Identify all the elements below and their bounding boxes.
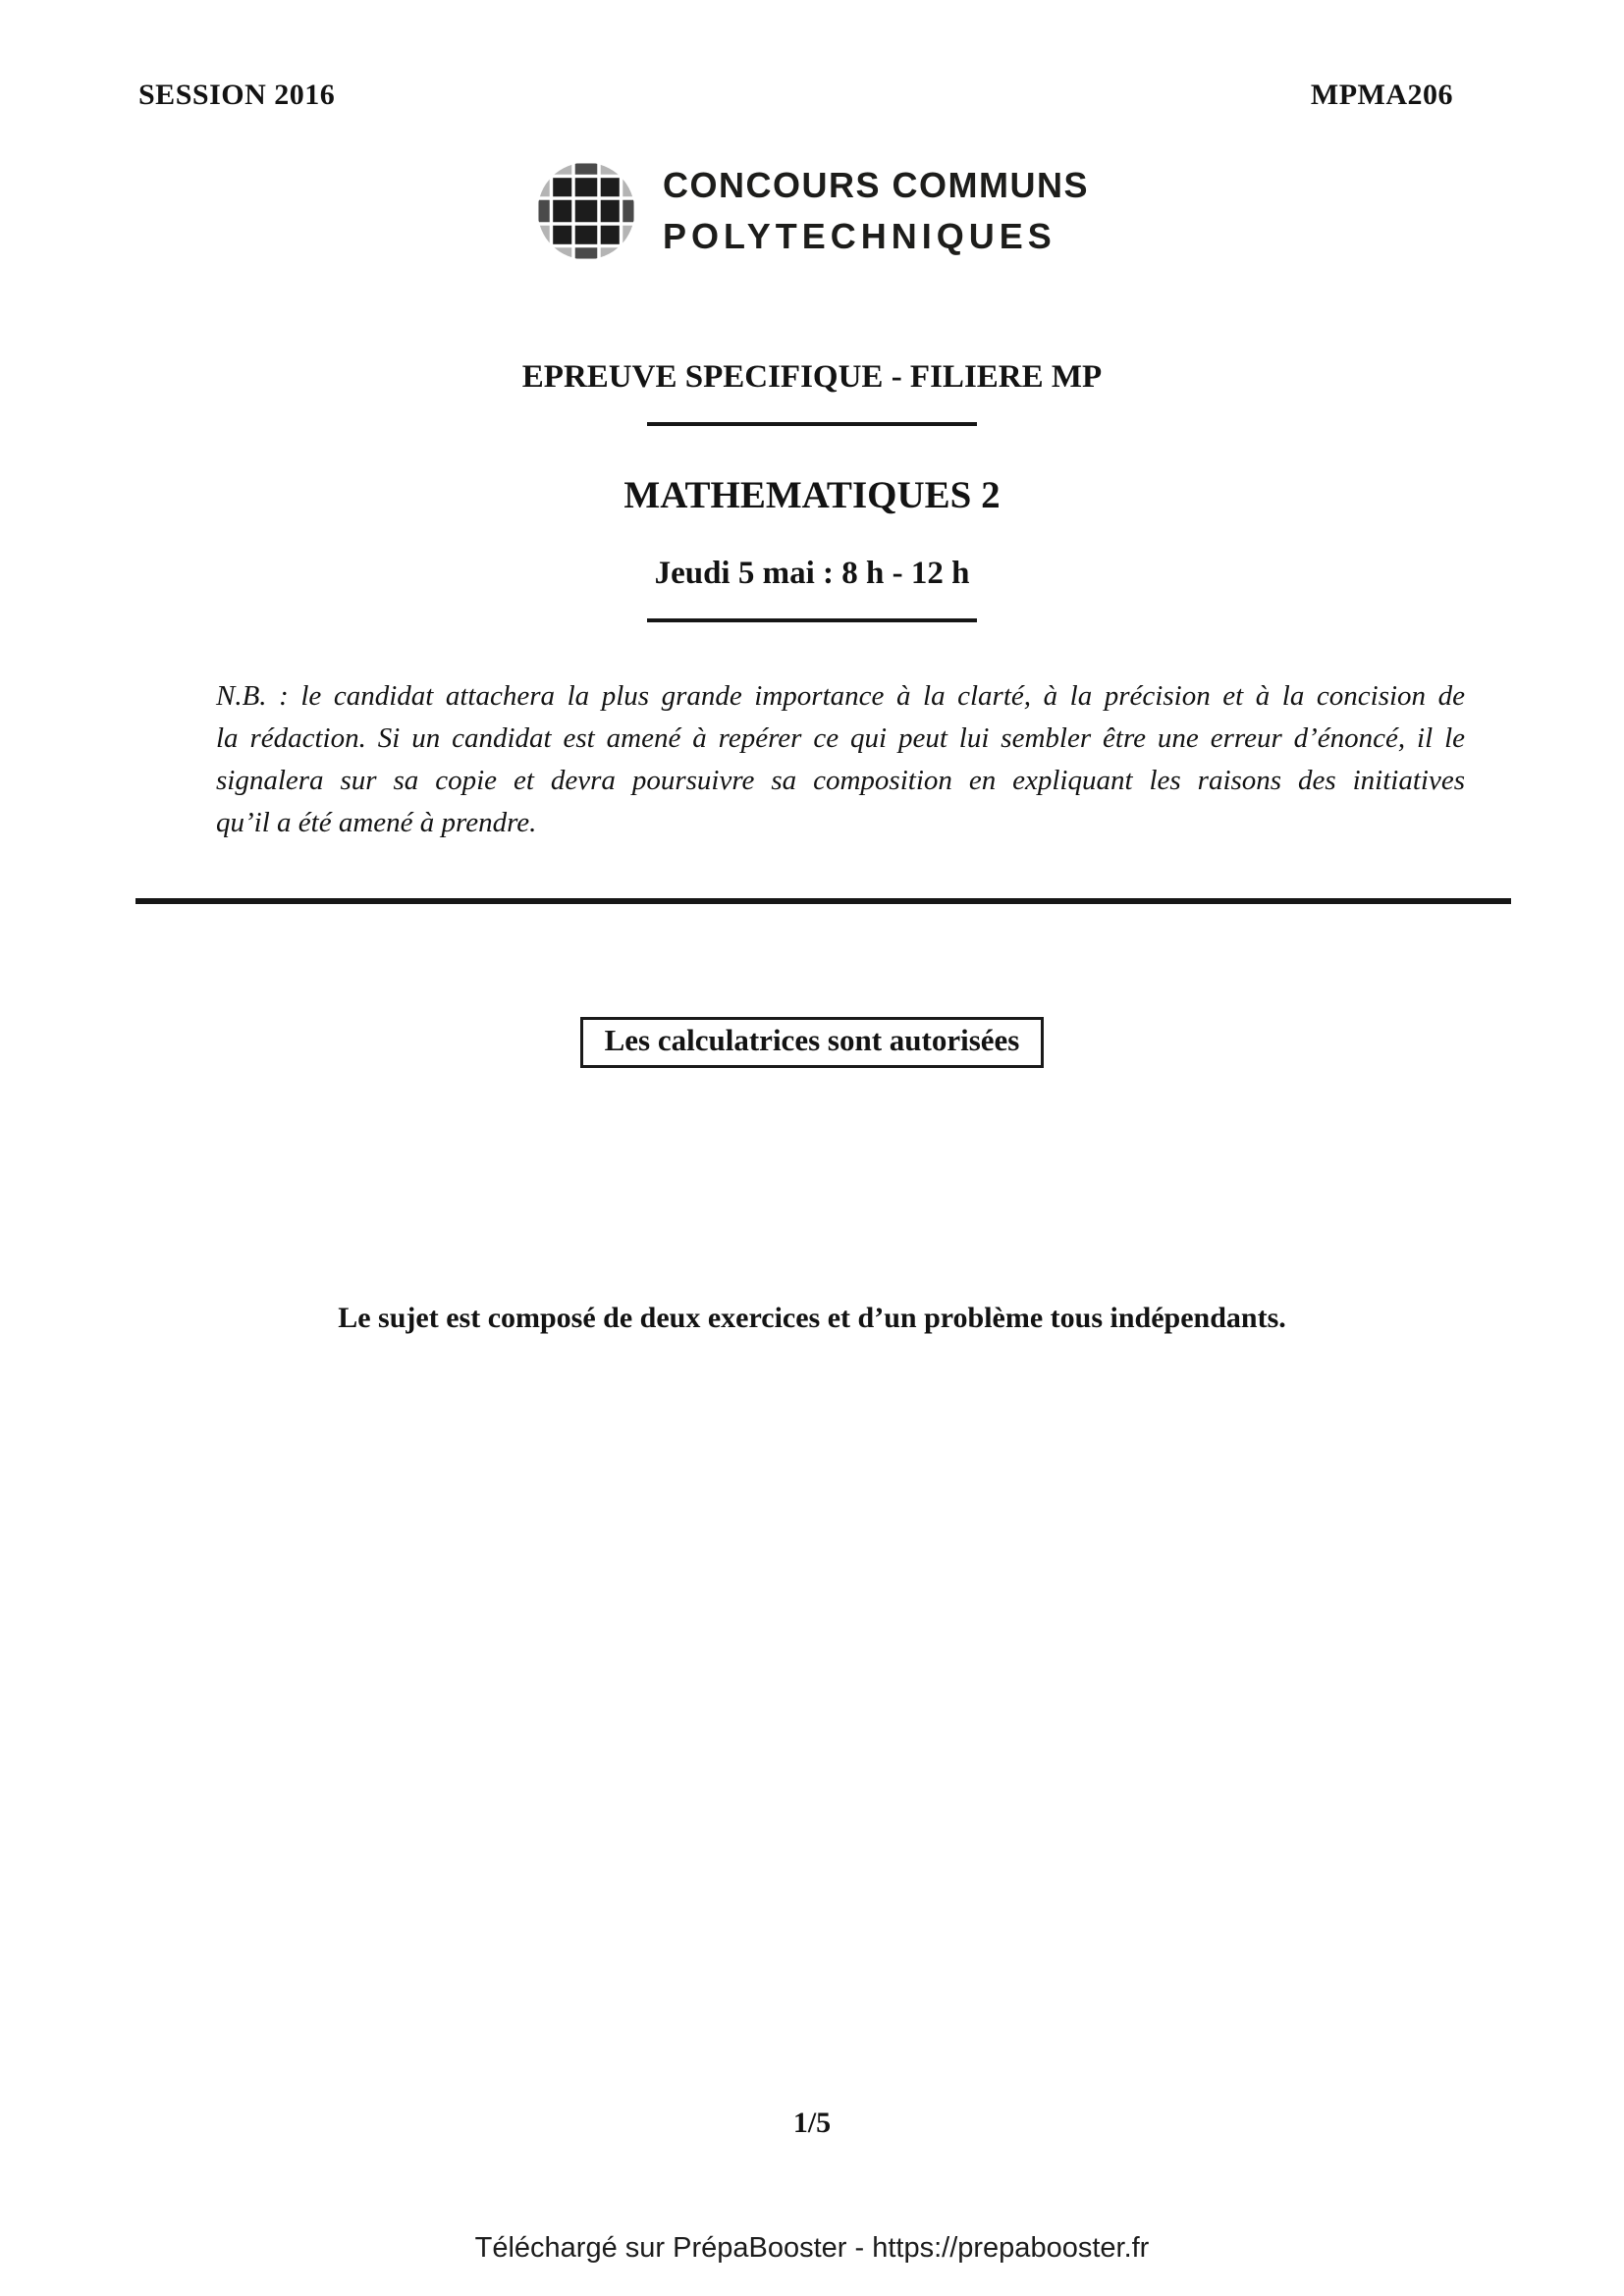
- subject-title: MATHEMATIQUES 2: [623, 474, 1001, 516]
- nb-line: N.B. : le candidat attachera la plus grande importance à la clarté, à la précision et à la concision de: [216, 680, 1465, 712]
- nb-line: signalera sur sa copie et devra poursuivre sa composition en expliquant les raisons des initiatives: [216, 765, 1465, 796]
- logo-line-1: CONCOURS COMMUNS: [663, 165, 1089, 205]
- ccp-logo: [0, 160, 1624, 262]
- logo-line-2: POLYTECHNIQUES: [663, 216, 1056, 256]
- session-label: SESSION 2016: [138, 79, 336, 111]
- logo-wordmark: [663, 160, 1089, 262]
- nb-line: qu’il a été amené à prendre.: [216, 807, 537, 838]
- composition-note: Le sujet est composé de deux exercices et d’un problème tous indépendants.: [338, 1302, 1286, 1334]
- schedule-line: Jeudi 5 mai : 8 h - 12 h: [654, 556, 970, 591]
- globe-tiles-icon: [535, 160, 637, 262]
- nb-line: la rédaction. Si un candidat est amené à repérer ce qui peut lui sembler être une erreur d’énoncé, il le: [216, 722, 1465, 754]
- separator-line-2: [647, 618, 977, 622]
- calculator-notice-box: Les calculatrices sont autorisées: [580, 1017, 1045, 1068]
- separator-line-1: [647, 422, 977, 426]
- exam-code: MPMA206: [1310, 79, 1453, 111]
- calculator-notice-wrap: [0, 1017, 1624, 1068]
- horizontal-divider: [135, 898, 1511, 904]
- download-note: Téléchargé sur PrépaBooster - https://prepabooster.fr: [474, 2232, 1150, 2264]
- page-number: 1/5: [792, 2107, 832, 2139]
- nb-notice-paragraph: [216, 675, 1465, 844]
- epreuve-title: EPREUVE SPECIFIQUE - FILIERE MP: [521, 359, 1103, 395]
